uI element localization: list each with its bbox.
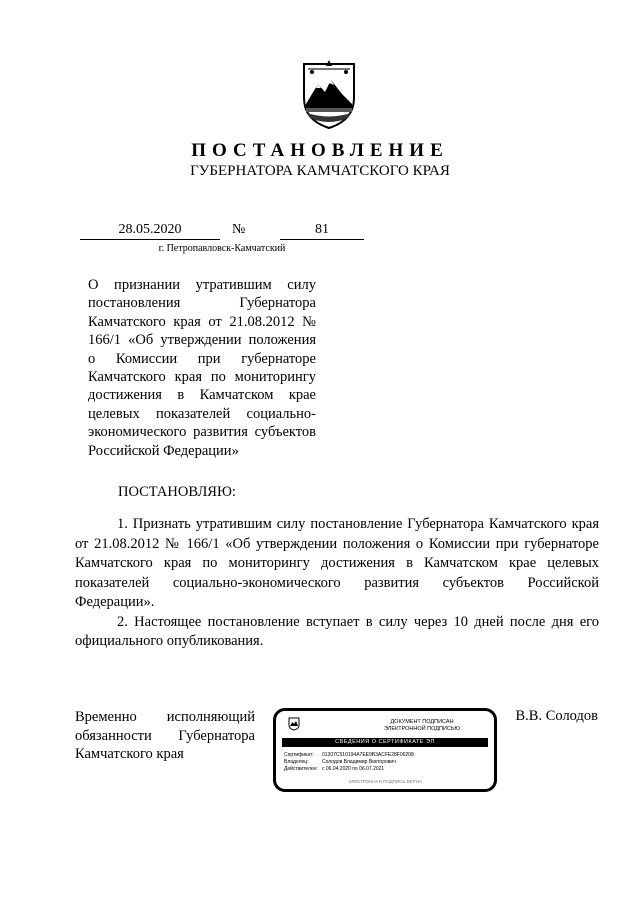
city-label: г. Петропавловск-Камчатский	[158, 243, 286, 254]
signatory-position: Временно исполняющий обязанности Губернатора Камчатского края	[75, 709, 255, 762]
stamp-emblem-icon	[288, 717, 300, 731]
stamp-footer: ЭЛЕКТРОННАЯ ПОДПИСЬ ВЕРНА	[348, 779, 422, 784]
stamp-heading-line-1: ДОКУМЕНТ ПОДПИСАН	[390, 719, 454, 725]
stamp-row-value: с 06.04.2020 по 06.07.2021	[322, 766, 385, 772]
stamp-certificate-bar: СВЕДЕНИЯ О СЕРТИФИКАТЕ ЭП	[282, 738, 488, 747]
document-date: 28.05.2020	[118, 222, 182, 237]
paragraph-1: 1. Признать утратившим силу постановление Губернатора Камчатского края от 21.08.2012 № 166/1 «Об утверждении положения о Комиссии при губернаторе Камчатского края по мониторингу достижения в Камчатском крае целевых показателей социально-экономического развития субъектов Российской Федерации».	[75, 516, 599, 610]
registration-line	[80, 222, 364, 242]
stamp-row-value: 01307C510194A7EE9B3ACFE28F06208	[322, 752, 414, 758]
electronic-signature-stamp	[273, 708, 497, 792]
stamp-row	[284, 752, 490, 759]
stamp-row-key: Сертификат:	[284, 752, 314, 758]
coat-of-arms-emblem	[298, 58, 360, 130]
stamp-details	[284, 752, 490, 773]
number-underline	[280, 239, 364, 240]
stamp-row-key: Действителен:	[284, 766, 318, 772]
document-number: 81	[315, 222, 329, 237]
document-body	[75, 515, 599, 652]
issuer-subtitle: ГУБЕРНАТОРА КАМЧАТСКОГО КРАЯ	[190, 163, 450, 179]
number-sign: №	[232, 222, 246, 237]
stamp-row-key: Владелец:	[284, 759, 309, 765]
stamp-row	[284, 759, 490, 766]
stamp-heading	[352, 719, 492, 733]
document-subject: О признании утратившим силу постановления Губернатора Камчатского края от 21.08.2012 № 166/1 «Об утверждении положения о Комиссии при губернаторе Камчатского края по мониторингу достижения в Камчатском крае целевых показателей социально-экономического развития субъектов Российской Федерации»	[88, 277, 316, 459]
resolve-heading: ПОСТАНОВЛЯЮ:	[118, 484, 236, 500]
paragraph-2: 2. Настоящее постановление вступает в силу через 10 дней после дня его официального опубликования.	[75, 613, 599, 649]
stamp-row	[284, 766, 490, 773]
document-type-title: ПОСТАНОВЛЕНИЕ	[191, 140, 449, 161]
signatory-name: В.В. Солодов	[515, 708, 598, 724]
date-underline	[80, 239, 220, 240]
stamp-row-value: Солодов Владимир Викторович	[322, 759, 396, 765]
stamp-heading-line-2: ЭЛЕКТРОННОЙ ПОДПИСЬЮ	[383, 726, 461, 732]
